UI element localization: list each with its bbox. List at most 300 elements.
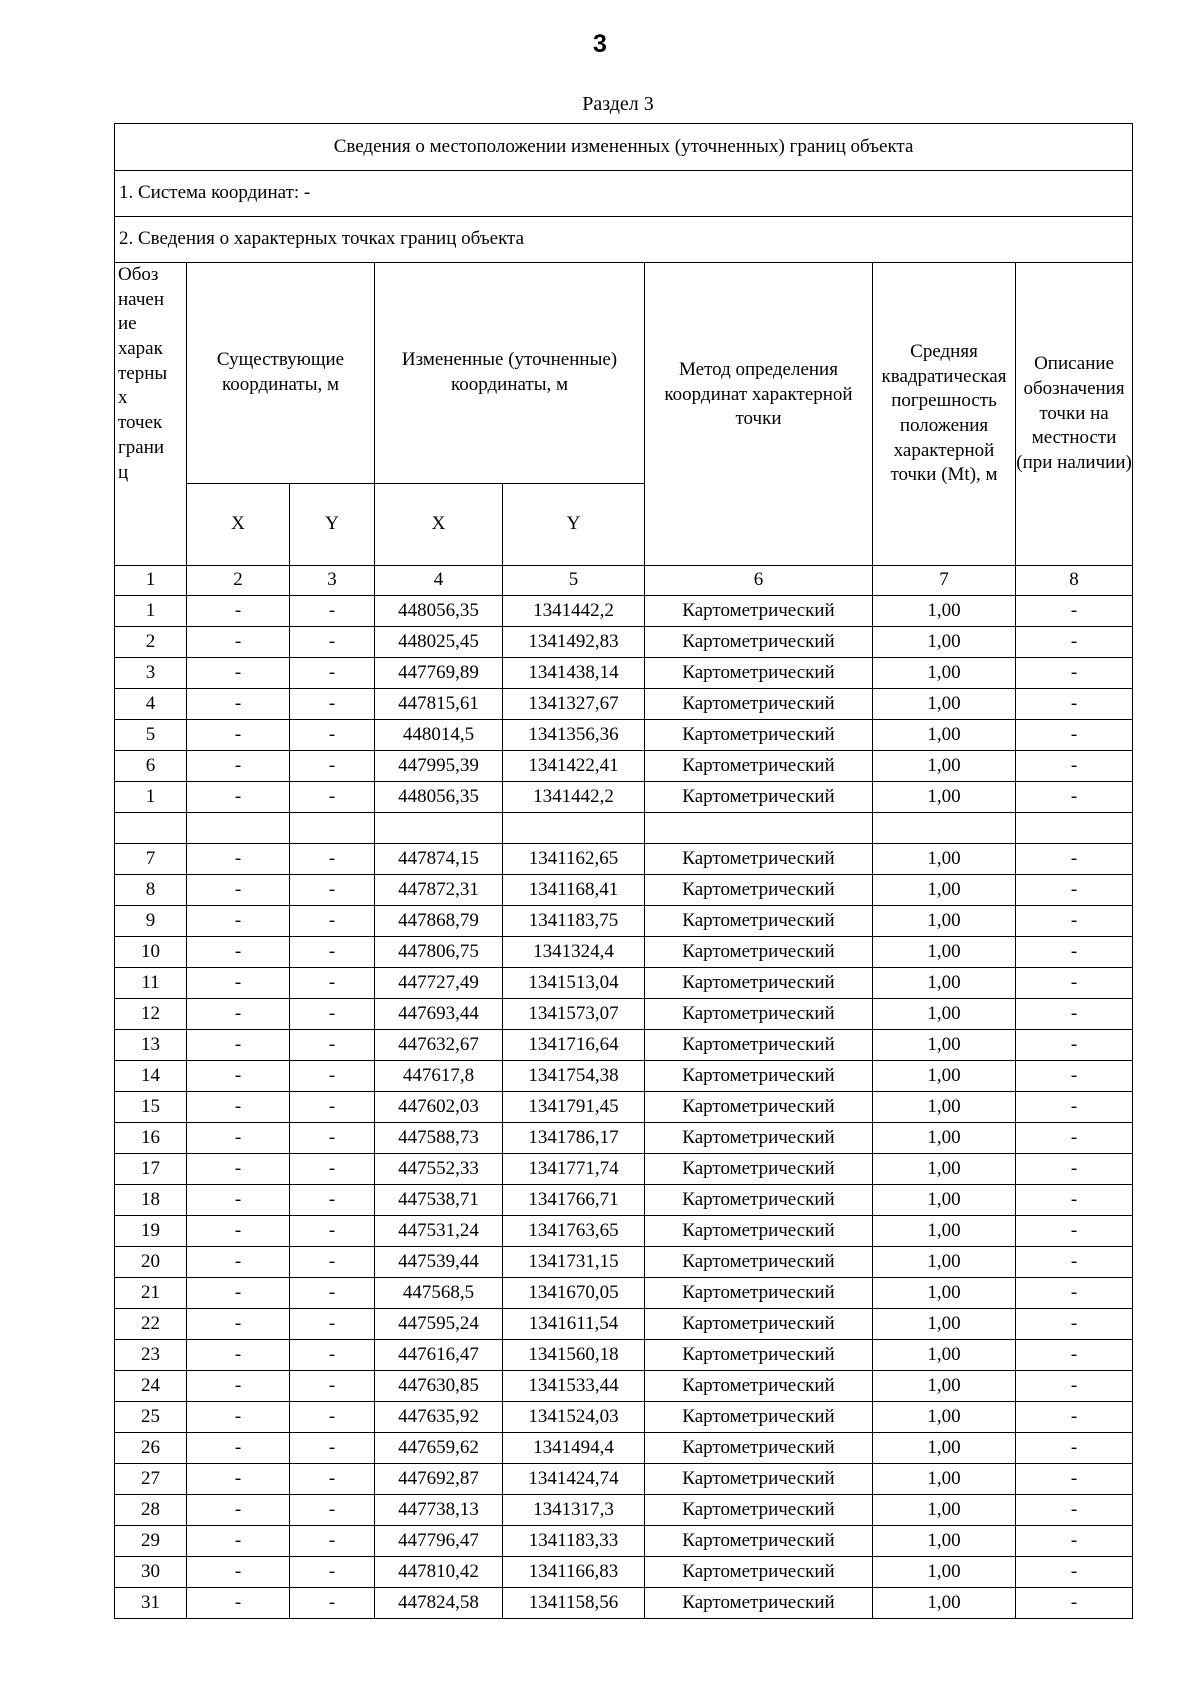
- changed-y-cell: 1341513,04: [503, 968, 645, 999]
- existing-y-cell: -: [290, 1495, 375, 1526]
- point-number-cell: 25: [115, 1402, 187, 1433]
- existing-y-cell: -: [290, 1247, 375, 1278]
- existing-x-cell: -: [187, 751, 290, 782]
- description-cell: -: [1016, 658, 1133, 689]
- existing-x-cell: -: [187, 1340, 290, 1371]
- table-row: [115, 596, 1133, 627]
- table-row: [115, 999, 1133, 1030]
- existing-x-cell: -: [187, 1588, 290, 1619]
- changed-y-cell: 1341183,33: [503, 1526, 645, 1557]
- error-mt-cell: 1,00: [873, 1371, 1016, 1402]
- method-cell: Картометрический: [645, 999, 873, 1030]
- coordinate-system: 1. Система координат: -: [115, 171, 1133, 217]
- existing-y-cell: -: [290, 1154, 375, 1185]
- method-cell: Картометрический: [645, 968, 873, 999]
- point-number-cell: 28: [115, 1495, 187, 1526]
- method-cell: Картометрический: [645, 1588, 873, 1619]
- method-cell: Картометрический: [645, 1278, 873, 1309]
- description-cell: -: [1016, 1495, 1133, 1526]
- existing-x-cell: -: [187, 658, 290, 689]
- changed-y-cell: 1341754,38: [503, 1061, 645, 1092]
- existing-x-cell: -: [187, 1464, 290, 1495]
- point-number-cell: 15: [115, 1092, 187, 1123]
- method-cell: Картометрический: [645, 937, 873, 968]
- point-number-cell: 30: [115, 1557, 187, 1588]
- table-row: [115, 813, 1133, 844]
- error-mt-cell: 1,00: [873, 689, 1016, 720]
- existing-y-cell: -: [290, 875, 375, 906]
- changed-y-cell: 1341422,41: [503, 751, 645, 782]
- changed-y-cell: 1341670,05: [503, 1278, 645, 1309]
- description-cell: -: [1016, 1557, 1133, 1588]
- table-row: [115, 1216, 1133, 1247]
- existing-x-cell: -: [187, 1154, 290, 1185]
- description-cell: -: [1016, 1340, 1133, 1371]
- table-row: [115, 1588, 1133, 1619]
- table-row: [115, 1464, 1133, 1495]
- changed-y-cell: 1341716,64: [503, 1030, 645, 1061]
- existing-x-cell: -: [187, 1526, 290, 1557]
- method-cell: [645, 813, 873, 844]
- point-number-cell: 14: [115, 1061, 187, 1092]
- method-cell: Картометрический: [645, 1216, 873, 1247]
- existing-x-cell: -: [187, 1402, 290, 1433]
- changed-x-cell: 447738,13: [375, 1495, 503, 1526]
- error-mt-cell: 1,00: [873, 1526, 1016, 1557]
- changed-x-cell: 447815,61: [375, 689, 503, 720]
- method-cell: Картометрический: [645, 689, 873, 720]
- table-row: [115, 1154, 1133, 1185]
- description-cell: -: [1016, 1216, 1133, 1247]
- existing-y-cell: -: [290, 1185, 375, 1216]
- description-cell: -: [1016, 1278, 1133, 1309]
- error-mt-cell: 1,00: [873, 751, 1016, 782]
- existing-y-cell: -: [290, 1061, 375, 1092]
- changed-x-cell: 447588,73: [375, 1123, 503, 1154]
- error-mt-cell: 1,00: [873, 1123, 1016, 1154]
- method-cell: Картометрический: [645, 1495, 873, 1526]
- existing-x-cell: -: [187, 844, 290, 875]
- description-cell: -: [1016, 1061, 1133, 1092]
- changed-x-cell: 447635,92: [375, 1402, 503, 1433]
- existing-x-cell: -: [187, 1309, 290, 1340]
- table-row: [115, 1433, 1133, 1464]
- method-cell: Картометрический: [645, 1030, 873, 1061]
- table-row: [115, 1371, 1133, 1402]
- changed-x-cell: 447693,44: [375, 999, 503, 1030]
- point-number-cell: 6: [115, 751, 187, 782]
- point-number-cell: 24: [115, 1371, 187, 1402]
- error-mt-cell: [873, 813, 1016, 844]
- method-cell: Картометрический: [645, 1309, 873, 1340]
- existing-y-cell: -: [290, 1402, 375, 1433]
- existing-y-cell: -: [290, 844, 375, 875]
- changed-x-cell: 447659,62: [375, 1433, 503, 1464]
- changed-y-cell: 1341524,03: [503, 1402, 645, 1433]
- method-cell: Картометрический: [645, 1464, 873, 1495]
- error-mt-cell: 1,00: [873, 1588, 1016, 1619]
- method-cell: Картометрический: [645, 1154, 873, 1185]
- method-cell: Картометрический: [645, 658, 873, 689]
- point-number-cell: 29: [115, 1526, 187, 1557]
- method-cell: Картометрический: [645, 844, 873, 875]
- existing-x-cell: [187, 813, 290, 844]
- existing-y-cell: -: [290, 689, 375, 720]
- changed-x-cell: 447995,39: [375, 751, 503, 782]
- method-cell: Картометрический: [645, 1526, 873, 1557]
- page-number: 3: [593, 30, 607, 58]
- description-cell: -: [1016, 844, 1133, 875]
- column-number: 4: [375, 566, 503, 596]
- description-cell: -: [1016, 1123, 1133, 1154]
- header-changed-coords: Измененные (уточненные) координаты, м: [375, 263, 645, 484]
- changed-y-cell: 1341786,17: [503, 1123, 645, 1154]
- method-cell: Картометрический: [645, 1061, 873, 1092]
- error-mt-cell: 1,00: [873, 720, 1016, 751]
- method-cell: Картометрический: [645, 1247, 873, 1278]
- changed-y-cell: 1341356,36: [503, 720, 645, 751]
- existing-y-cell: -: [290, 782, 375, 813]
- section-title: Раздел 3: [582, 93, 654, 115]
- table-row: [115, 1340, 1133, 1371]
- description-cell: -: [1016, 1526, 1133, 1557]
- changed-y-cell: 1341158,56: [503, 1588, 645, 1619]
- method-cell: Картометрический: [645, 720, 873, 751]
- changed-y-cell: 1341560,18: [503, 1340, 645, 1371]
- changed-y-cell: 1341166,83: [503, 1557, 645, 1588]
- description-cell: -: [1016, 751, 1133, 782]
- point-number-cell: 26: [115, 1433, 187, 1464]
- description-cell: -: [1016, 782, 1133, 813]
- point-number-cell: 13: [115, 1030, 187, 1061]
- table-row: [115, 658, 1133, 689]
- changed-y-cell: 1341494,4: [503, 1433, 645, 1464]
- existing-x-cell: -: [187, 782, 290, 813]
- description-cell: -: [1016, 596, 1133, 627]
- changed-x-cell: 447568,5: [375, 1278, 503, 1309]
- description-cell: -: [1016, 1433, 1133, 1464]
- header-description: Описание обозначения точки на местности (при наличии): [1016, 263, 1133, 566]
- point-number-cell: 17: [115, 1154, 187, 1185]
- table-row: [115, 1123, 1133, 1154]
- method-cell: Картометрический: [645, 1092, 873, 1123]
- header-changed-y: Y: [503, 484, 645, 566]
- changed-x-cell: 448025,45: [375, 627, 503, 658]
- error-mt-cell: 1,00: [873, 937, 1016, 968]
- existing-x-cell: -: [187, 627, 290, 658]
- table-row: [115, 937, 1133, 968]
- changed-x-cell: 447602,03: [375, 1092, 503, 1123]
- description-cell: -: [1016, 627, 1133, 658]
- error-mt-cell: 1,00: [873, 1557, 1016, 1588]
- point-number-cell: 22: [115, 1309, 187, 1340]
- changed-x-cell: 447552,33: [375, 1154, 503, 1185]
- point-number-cell: 18: [115, 1185, 187, 1216]
- changed-y-cell: 1341492,83: [503, 627, 645, 658]
- table-row: [115, 1247, 1133, 1278]
- existing-y-cell: -: [290, 627, 375, 658]
- changed-y-cell: 1341771,74: [503, 1154, 645, 1185]
- table-row: [115, 906, 1133, 937]
- existing-y-cell: -: [290, 1278, 375, 1309]
- point-number-cell: 9: [115, 906, 187, 937]
- existing-y-cell: -: [290, 1526, 375, 1557]
- method-cell: Картометрический: [645, 782, 873, 813]
- method-cell: Картометрический: [645, 596, 873, 627]
- column-number: 7: [873, 566, 1016, 596]
- changed-y-cell: 1341424,74: [503, 1464, 645, 1495]
- error-mt-cell: 1,00: [873, 844, 1016, 875]
- changed-x-cell: 448056,35: [375, 782, 503, 813]
- existing-y-cell: -: [290, 720, 375, 751]
- existing-y-cell: -: [290, 658, 375, 689]
- point-number-cell: 20: [115, 1247, 187, 1278]
- existing-x-cell: -: [187, 1061, 290, 1092]
- point-number-cell: 1: [115, 596, 187, 627]
- changed-y-cell: 1341533,44: [503, 1371, 645, 1402]
- description-cell: -: [1016, 1588, 1133, 1619]
- description-cell: -: [1016, 1309, 1133, 1340]
- table-row: [115, 1309, 1133, 1340]
- existing-x-cell: -: [187, 596, 290, 627]
- existing-y-cell: -: [290, 1309, 375, 1340]
- point-number-cell: 16: [115, 1123, 187, 1154]
- point-number-cell: 2: [115, 627, 187, 658]
- error-mt-cell: 1,00: [873, 1278, 1016, 1309]
- table-row: [115, 1402, 1133, 1433]
- header-changed-x: X: [375, 484, 503, 566]
- changed-x-cell: 447810,42: [375, 1557, 503, 1588]
- existing-x-cell: -: [187, 1371, 290, 1402]
- column-number: 6: [645, 566, 873, 596]
- header-existing-y: Y: [290, 484, 375, 566]
- changed-x-cell: 447632,67: [375, 1030, 503, 1061]
- error-mt-cell: 1,00: [873, 1309, 1016, 1340]
- existing-y-cell: -: [290, 1123, 375, 1154]
- error-mt-cell: 1,00: [873, 1185, 1016, 1216]
- existing-x-cell: -: [187, 1278, 290, 1309]
- point-number-cell: 3: [115, 658, 187, 689]
- existing-x-cell: -: [187, 1557, 290, 1588]
- existing-x-cell: -: [187, 1216, 290, 1247]
- point-number-cell: 4: [115, 689, 187, 720]
- header-existing-coords: Существующие координаты, м: [187, 263, 375, 484]
- method-cell: Картометрический: [645, 875, 873, 906]
- changed-x-cell: 447616,47: [375, 1340, 503, 1371]
- method-cell: Картометрический: [645, 627, 873, 658]
- changed-y-cell: 1341766,71: [503, 1185, 645, 1216]
- existing-y-cell: -: [290, 1588, 375, 1619]
- table-row: [115, 627, 1133, 658]
- changed-y-cell: 1341162,65: [503, 844, 645, 875]
- point-number-cell: 27: [115, 1464, 187, 1495]
- existing-y-cell: -: [290, 596, 375, 627]
- column-number: 1: [115, 566, 187, 596]
- header-existing-x: X: [187, 484, 290, 566]
- point-number-cell: 23: [115, 1340, 187, 1371]
- existing-x-cell: -: [187, 999, 290, 1030]
- column-number: 5: [503, 566, 645, 596]
- point-number-cell: 19: [115, 1216, 187, 1247]
- description-cell: -: [1016, 720, 1133, 751]
- method-cell: Картометрический: [645, 1340, 873, 1371]
- error-mt-cell: 1,00: [873, 1495, 1016, 1526]
- changed-x-cell: [375, 813, 503, 844]
- changed-x-cell: 447630,85: [375, 1371, 503, 1402]
- existing-y-cell: -: [290, 1092, 375, 1123]
- description-cell: -: [1016, 1154, 1133, 1185]
- error-mt-cell: 1,00: [873, 782, 1016, 813]
- description-cell: -: [1016, 968, 1133, 999]
- method-cell: Картометрический: [645, 1402, 873, 1433]
- changed-x-cell: 447692,87: [375, 1464, 503, 1495]
- table-row: [115, 1185, 1133, 1216]
- point-number-cell: 31: [115, 1588, 187, 1619]
- changed-x-cell: 447806,75: [375, 937, 503, 968]
- table-row: [115, 1495, 1133, 1526]
- error-mt-cell: 1,00: [873, 999, 1016, 1030]
- existing-x-cell: -: [187, 1433, 290, 1464]
- changed-x-cell: 447531,24: [375, 1216, 503, 1247]
- existing-x-cell: -: [187, 937, 290, 968]
- existing-y-cell: -: [290, 1464, 375, 1495]
- error-mt-cell: 1,00: [873, 1092, 1016, 1123]
- existing-x-cell: -: [187, 720, 290, 751]
- point-number-cell: 1: [115, 782, 187, 813]
- header-point-designation: Обоз начен ие харак терны х точек грани ц: [115, 263, 187, 566]
- point-number-cell: 5: [115, 720, 187, 751]
- changed-y-cell: [503, 813, 645, 844]
- existing-x-cell: -: [187, 1495, 290, 1526]
- point-number-cell: [115, 813, 187, 844]
- method-cell: Картометрический: [645, 906, 873, 937]
- existing-x-cell: -: [187, 906, 290, 937]
- existing-x-cell: -: [187, 968, 290, 999]
- changed-y-cell: 1341317,3: [503, 1495, 645, 1526]
- method-cell: Картометрический: [645, 1433, 873, 1464]
- changed-y-cell: 1341183,75: [503, 906, 645, 937]
- existing-x-cell: -: [187, 1030, 290, 1061]
- changed-x-cell: 447824,58: [375, 1588, 503, 1619]
- existing-y-cell: -: [290, 968, 375, 999]
- changed-y-cell: 1341324,4: [503, 937, 645, 968]
- error-mt-cell: 1,00: [873, 1433, 1016, 1464]
- method-cell: Картометрический: [645, 1371, 873, 1402]
- error-mt-cell: 1,00: [873, 1061, 1016, 1092]
- error-mt-cell: 1,00: [873, 627, 1016, 658]
- table-row: [115, 751, 1133, 782]
- changed-x-cell: 447595,24: [375, 1309, 503, 1340]
- existing-y-cell: -: [290, 751, 375, 782]
- error-mt-cell: 1,00: [873, 1030, 1016, 1061]
- header-error: Средняя квадратическая погрешность положения характерной точки (Mt), м: [873, 263, 1016, 566]
- description-cell: -: [1016, 1092, 1133, 1123]
- table-title: Сведения о местоположении измененных (уточненных) границ объекта: [115, 124, 1133, 171]
- existing-y-cell: -: [290, 937, 375, 968]
- existing-y-cell: -: [290, 1433, 375, 1464]
- error-mt-cell: 1,00: [873, 1340, 1016, 1371]
- header-method: Метод определения координат характерной точки: [645, 263, 873, 566]
- existing-y-cell: [290, 813, 375, 844]
- description-cell: [1016, 813, 1133, 844]
- table-row: [115, 844, 1133, 875]
- changed-y-cell: 1341763,65: [503, 1216, 645, 1247]
- existing-y-cell: -: [290, 1557, 375, 1588]
- table-row: [115, 720, 1133, 751]
- error-mt-cell: 1,00: [873, 875, 1016, 906]
- point-number-cell: 11: [115, 968, 187, 999]
- table-row: [115, 1092, 1133, 1123]
- error-mt-cell: 1,00: [873, 1216, 1016, 1247]
- description-cell: -: [1016, 906, 1133, 937]
- existing-x-cell: -: [187, 875, 290, 906]
- description-cell: -: [1016, 1247, 1133, 1278]
- error-mt-cell: 1,00: [873, 596, 1016, 627]
- table-row: [115, 1557, 1133, 1588]
- existing-x-cell: -: [187, 1247, 290, 1278]
- changed-y-cell: 1341573,07: [503, 999, 645, 1030]
- changed-y-cell: 1341442,2: [503, 782, 645, 813]
- changed-y-cell: 1341731,15: [503, 1247, 645, 1278]
- method-cell: Картометрический: [645, 1185, 873, 1216]
- existing-y-cell: -: [290, 1371, 375, 1402]
- existing-y-cell: -: [290, 906, 375, 937]
- existing-x-cell: -: [187, 689, 290, 720]
- changed-y-cell: 1341791,45: [503, 1092, 645, 1123]
- description-cell: -: [1016, 1371, 1133, 1402]
- changed-x-cell: 447796,47: [375, 1526, 503, 1557]
- changed-x-cell: 447874,15: [375, 844, 503, 875]
- description-cell: -: [1016, 1464, 1133, 1495]
- column-number: 8: [1016, 566, 1133, 596]
- table-row: [115, 1526, 1133, 1557]
- error-mt-cell: 1,00: [873, 906, 1016, 937]
- point-number-cell: 21: [115, 1278, 187, 1309]
- method-cell: Картометрический: [645, 1123, 873, 1154]
- error-mt-cell: 1,00: [873, 1154, 1016, 1185]
- changed-x-cell: 447539,44: [375, 1247, 503, 1278]
- error-mt-cell: 1,00: [873, 968, 1016, 999]
- existing-y-cell: -: [290, 1216, 375, 1247]
- changed-y-cell: 1341442,2: [503, 596, 645, 627]
- changed-y-cell: 1341168,41: [503, 875, 645, 906]
- error-mt-cell: 1,00: [873, 1247, 1016, 1278]
- existing-x-cell: -: [187, 1185, 290, 1216]
- description-cell: -: [1016, 1185, 1133, 1216]
- error-mt-cell: 1,00: [873, 1464, 1016, 1495]
- column-number: 2: [187, 566, 290, 596]
- existing-x-cell: -: [187, 1092, 290, 1123]
- changed-x-cell: 448014,5: [375, 720, 503, 751]
- changed-y-cell: 1341438,14: [503, 658, 645, 689]
- boundary-points-table: [114, 123, 1133, 1619]
- description-cell: -: [1016, 999, 1133, 1030]
- error-mt-cell: 1,00: [873, 658, 1016, 689]
- table-row: [115, 968, 1133, 999]
- description-cell: -: [1016, 875, 1133, 906]
- description-cell: -: [1016, 1402, 1133, 1433]
- changed-x-cell: 447538,71: [375, 1185, 503, 1216]
- changed-x-cell: 448056,35: [375, 596, 503, 627]
- table-row: [115, 875, 1133, 906]
- table-row: [115, 1030, 1133, 1061]
- changed-x-cell: 447872,31: [375, 875, 503, 906]
- point-number-cell: 7: [115, 844, 187, 875]
- point-number-cell: 10: [115, 937, 187, 968]
- point-number-cell: 12: [115, 999, 187, 1030]
- points-heading: 2. Сведения о характерных точках границ объекта: [115, 217, 1133, 263]
- table-row: [115, 689, 1133, 720]
